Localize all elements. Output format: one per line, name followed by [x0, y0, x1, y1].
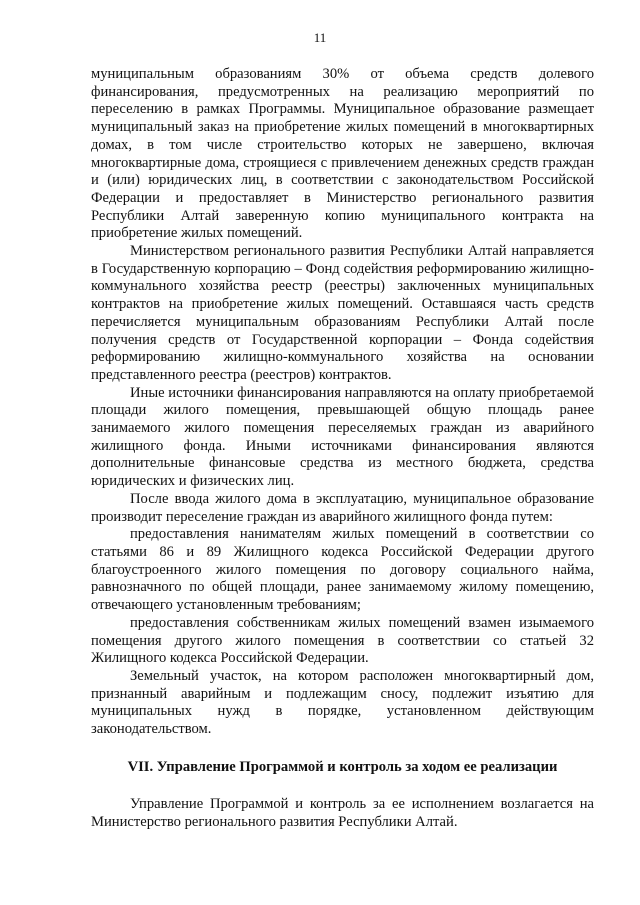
paragraph-program-management: Управление Программой и контроль за ее исполнением возлагается на Министерство регионального развития Республики Алтай. — [91, 796, 594, 831]
paragraph-resettlement-intro: После ввода жилого дома в эксплуатацию, муниципальное образование производит переселение граждан из аварийного жилищного фонда путем: — [91, 490, 594, 525]
paragraph-owners-provision: предоставления собственникам жилых помещений взамен изымаемого помещения другого жилого помещения в соответствии со статьей 32 Жилищного кодекса Российской Федерации. — [91, 614, 594, 667]
paragraph-registry-submission: Министерством регионального развития Республики Алтай направляется в Государственную корпорацию – Фонд содействия реформированию жилищно-коммунального хозяйства реестр (реестры) заключенных муниципальных контрактов на приобретение жилых помещений. Оставшаяся часть средств перечисляется муниципальным образованиям Республики Алтай после получения средств от Государственной корпорации – Фонда содействия реформированию жилищно-коммунального хозяйства на основании представленного реестра (реестров) контрактов. — [91, 243, 594, 383]
paragraph-land-seizure: Земельный участок, на котором расположен многоквартирный дом, признанный аварийным и подлежащим сносу, подлежит изъятию для муниципальных нужд в порядке, установленном действующим законодательством. — [91, 667, 594, 738]
document-body — [91, 66, 594, 832]
paragraph-tenants-provision: предоставления нанимателям жилых помещений в соответствии со статьями 86 и 89 Жилищного кодекса Российской Федерации другого благоустроенного жилого помещения по договору социального найма, равнозначного по общей площади, ранее занимаемому жилому помещению, отвечающего установленным требованиям; — [91, 526, 594, 614]
paragraph-other-funding: Иные источники финансирования направляются на оплату приобретаемой площади жилого помещения, превышающей общую площадь ранее занимаемого жилого помещения переселяемых граждан из аварийного жилищного фонда. Иными источниками финансирования являются дополнительные финансовые средства из местного бюджета, средства юридических и физических лиц. — [91, 384, 594, 490]
section-heading: VII. Управление Программой и контроль за ходом ее реализации — [127, 758, 558, 775]
paragraph-contract-placement: муниципальным образованиям 30% от объема средств долевого финансирования, предусмотренных на реализацию мероприятий по переселению в рамках Программы. Муниципальное образование размещает муниципальный заказ на приобретение жилых помещений в многоквартирных домах, в том числе строительство которых не завершено, включая многоквартирные дома, строящиеся с привлечением денежных средств граждан и (или) юридических лиц, в соответствии с законодательством Российской Федерации и предоставляет в Министерство регионального развития Республики Алтай заверенную копию муниципального контракта на приобретение жилых помещений. — [91, 66, 594, 242]
page-number: 11 — [313, 30, 327, 45]
